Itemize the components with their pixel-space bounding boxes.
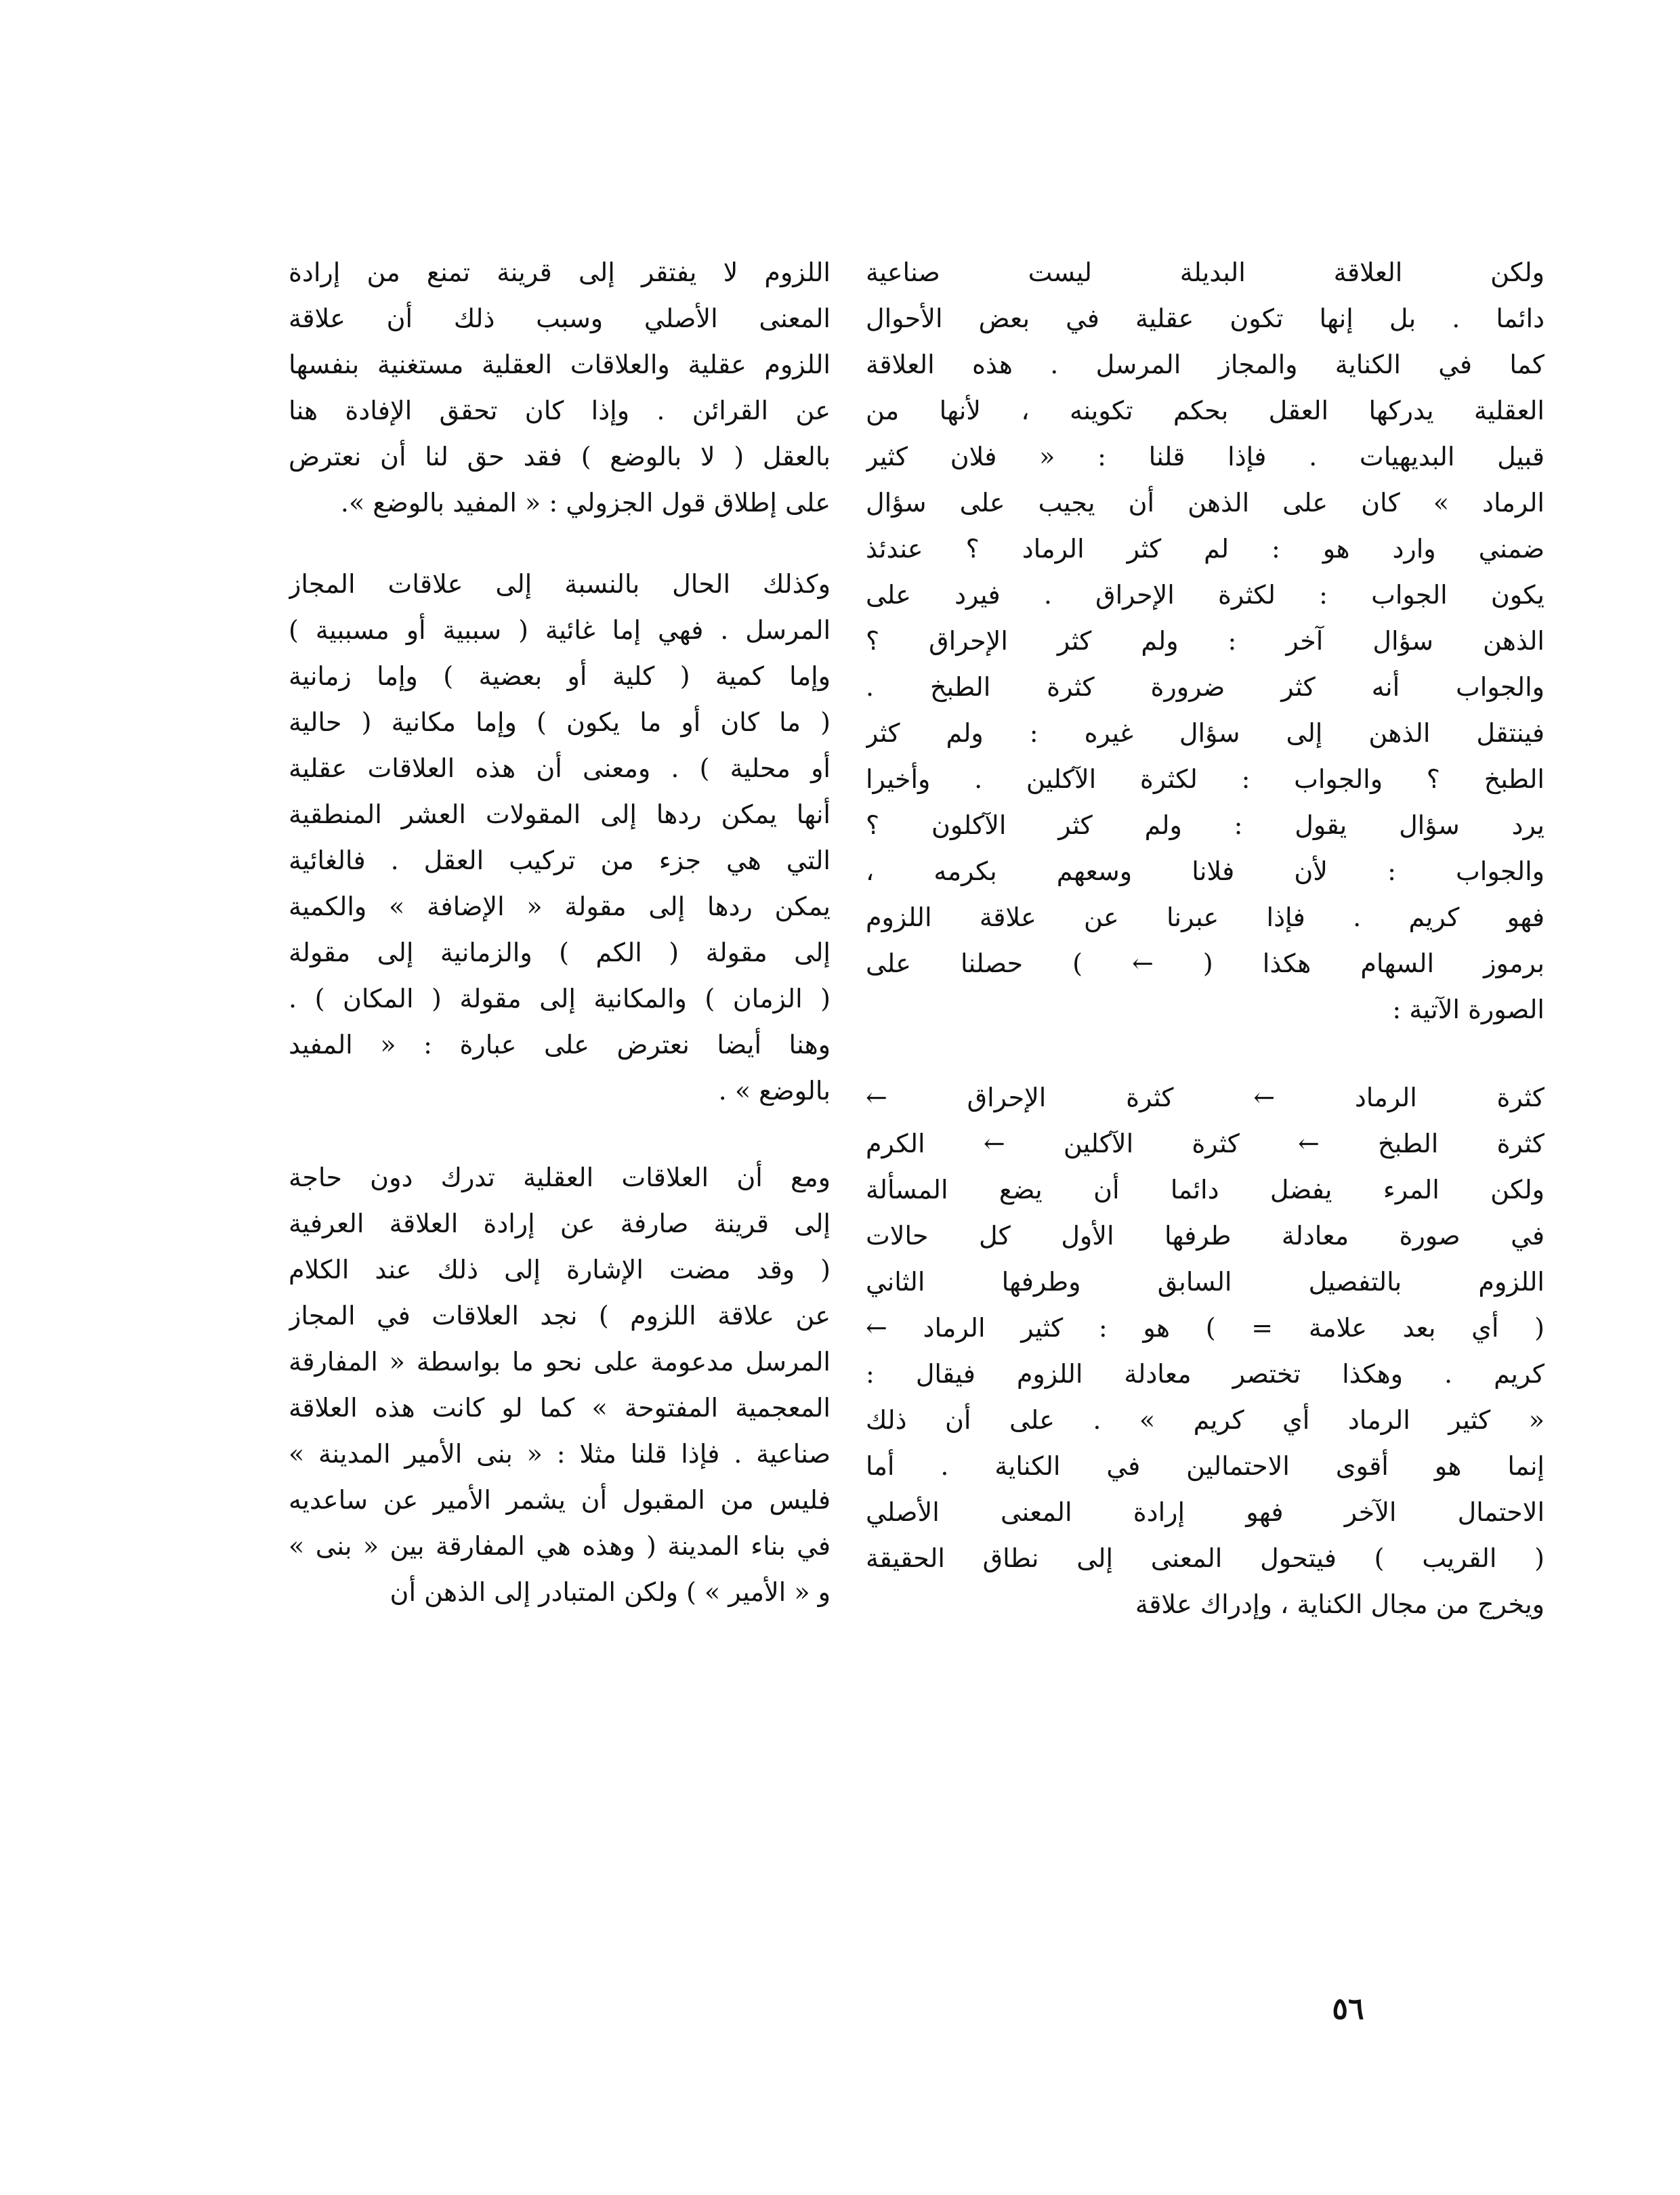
text-line: إلى مقولة ( الكم ) والزمانية إلى مقولة xyxy=(289,938,831,967)
text-line: ( ما كان أو ما يكون ) وإما مكانية ( حالية xyxy=(289,707,831,737)
text-line: عن القرائن . وإذا كان تحقق الإفادة هنا xyxy=(289,396,831,425)
text-line: بالوضع » . xyxy=(718,1076,831,1106)
text-line: المعجمية المفتوحة » كما لو كانت هذه العلاقة xyxy=(289,1393,831,1423)
text-line: ( القريب ) فيتحول المعنى إلى نطاق الحقيقة xyxy=(866,1543,1545,1573)
text-line: صناعية . فإذا قلنا مثلا : « بنى الأمير المدينة » xyxy=(289,1439,831,1469)
text-line: اللزوم عقلية والعلاقات العقلية مستغنية بنفسها xyxy=(289,350,831,379)
paragraph xyxy=(289,249,831,526)
text-line: فينتقل الذهن إلى سؤال غيره : ولم كثر xyxy=(866,718,1545,748)
text-line: أو محلية ) . ومعنى أن هذه العلاقات عقلية xyxy=(289,753,831,783)
text-line: الذهن سؤال آخر : ولم كثر الإحراق ؟ xyxy=(866,626,1545,656)
paragraph-gap xyxy=(289,1114,831,1154)
text-line: الرماد » كان على الذهن أن يجيب على سؤال xyxy=(866,488,1545,518)
text-line: يرد سؤال يقول : ولم كثر الآكلون ؟ xyxy=(866,810,1545,840)
text-line: ولكن المرء يفضل دائما أن يضع المسألة xyxy=(866,1175,1545,1205)
text-line: الطبخ ؟ والجواب : لكثرة الآكلين . وأخيرا xyxy=(866,764,1545,794)
paragraph-gap xyxy=(289,526,831,561)
text-line: الاحتمال الآخر فهو إرادة المعنى الأصلي xyxy=(866,1497,1545,1527)
text-line: على إطلاق قول الجزولي : « المفيد بالوضع ». xyxy=(340,488,831,518)
text-line: المرسل مدعومة على نحو ما بواسطة « المفارقة xyxy=(289,1347,831,1377)
text-line: و « الأمير » ) ولكن المتبادر إلى الذهن أن xyxy=(390,1577,831,1607)
text-line: دائما . بل إنها تكون عقلية في بعض الأحوال xyxy=(866,304,1545,333)
text-line: ويخرج من مجال الكناية ، وإدراك علاقة xyxy=(1135,1589,1545,1619)
text-line: والجواب : لأن فلانا وسعهم بكرمه ، xyxy=(866,856,1545,886)
text-line: أنها يمكن ردها إلى المقولات العشر المنطقية xyxy=(289,799,831,829)
paragraph-gap xyxy=(866,1032,1545,1074)
text-line: اللزوم لا يفتقر إلى قرينة تمنع من إرادة xyxy=(289,257,831,287)
text-line: الصورة الآتية : xyxy=(1392,995,1545,1024)
left-column xyxy=(289,249,831,1615)
text-line: والجواب أنه كثر ضرورة كثرة الطبخ . xyxy=(866,672,1545,702)
text-line: كريم . وهكذا تختصر معادلة اللزوم فيقال : xyxy=(866,1359,1545,1389)
text-line: وهنا أيضا نعترض على عبارة : « المفيد xyxy=(289,1030,831,1060)
text-line: في صورة معادلة طرفها الأول كل حالات xyxy=(866,1221,1545,1251)
page-number: ٥٦ xyxy=(1332,1992,1364,2026)
text-line: المعنى الأصلي وسبب ذلك أن علاقة xyxy=(289,304,831,333)
paragraph xyxy=(866,249,1545,1032)
text-line: كثرة الرماد ← كثرة الإحراق ← xyxy=(866,1083,1545,1112)
text-line: العقلية يدركها العقل بحكم تكوينه ، لأنها من xyxy=(866,396,1545,425)
text-line: في بناء المدينة ( وهذه هي المفارقة بين « بنى » xyxy=(289,1531,831,1561)
text-line: ( وقد مضت الإشارة إلى ذلك عند الكلام xyxy=(289,1255,831,1284)
text-line: بالعقل ( لا بالوضع ) فقد حق لنا أن نعترض xyxy=(289,442,831,472)
right-column xyxy=(866,249,1545,1627)
text-line: كثرة الطبخ ← كثرة الآكلين ← الكرم xyxy=(866,1129,1545,1158)
text-line: ( الزمان ) والمكانية إلى مقولة ( المكان ) . xyxy=(289,984,831,1013)
paragraph xyxy=(289,561,831,1114)
text-line: يكون الجواب : لكثرة الإحراق . فيرد على xyxy=(866,580,1545,610)
text-line: « كثير الرماد أي كريم » . على أن ذلك xyxy=(866,1405,1545,1435)
text-line: إنما هو أقوى الاحتمالين في الكناية . أما xyxy=(866,1451,1545,1481)
text-line: ومع أن العلاقات العقلية تدرك دون حاجة xyxy=(289,1163,831,1192)
text-line: قبيل البديهيات . فإذا قلنا : « فلان كثير xyxy=(866,442,1545,472)
text-line: فليس من المقبول أن يشمر الأمير عن ساعديه xyxy=(289,1485,831,1515)
text-line: يمكن ردها إلى مقولة « الإضافة » والكمية xyxy=(289,892,831,921)
text-line: التي هي جزء من تركيب العقل . فالغائية xyxy=(289,845,831,875)
text-line: وإما كمية ( كلية أو بعضية ) وإما زمانية xyxy=(289,661,831,691)
text-line: كما في الكناية والمجاز المرسل . هذه العلاقة xyxy=(866,350,1545,379)
text-line: ( أي بعد علامة = ) هو : كثير الرماد ← xyxy=(866,1313,1545,1343)
text-line: برموز السهام هكذا ( ← ) حصلنا على xyxy=(866,948,1545,978)
text-line: وكذلك الحال بالنسبة إلى علاقات المجاز xyxy=(289,569,831,599)
text-line: عن علاقة اللزوم ) نجد العلاقات في المجاز xyxy=(289,1301,831,1331)
paragraph xyxy=(289,1154,831,1615)
text-line: ضمني وارد هو : لم كثر الرماد ؟ عندئذ xyxy=(866,534,1545,564)
text-line: المرسل . فهي إما غائية ( سببية أو مسببية ) xyxy=(289,615,831,645)
text-line: فهو كريم . فإذا عبرنا عن علاقة اللزوم xyxy=(866,902,1545,932)
text-line: ولكن العلاقة البديلة ليست صناعية xyxy=(866,257,1545,287)
text-line: إلى قرينة صارفة عن إرادة العلاقة العرفية xyxy=(289,1209,831,1238)
text-line: اللزوم بالتفصيل السابق وطرفها الثاني xyxy=(866,1267,1545,1297)
paragraph xyxy=(866,1074,1545,1627)
